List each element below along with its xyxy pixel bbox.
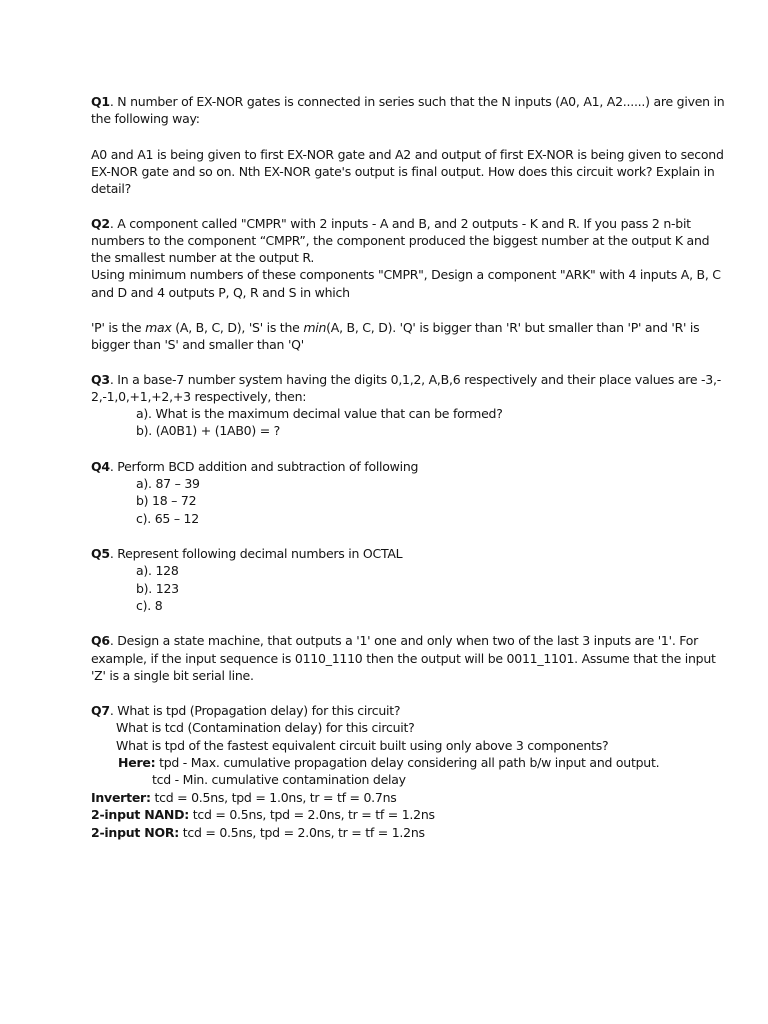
- q1-line1: [91, 93, 724, 110]
- q7-line1-text: . What is tpd (Propagation delay) for this circuit?: [109, 703, 401, 718]
- q7-line3: What is tpd of the fastest equivalent circuit built using only above 3 components?: [116, 738, 609, 753]
- q2-para2-line1: [91, 319, 699, 336]
- q1-line1-text: . N number of EX-NOR gates is connected in series such that the N inputs (A0, A1, A2......) are given in: [109, 94, 725, 109]
- q7-nor-label: 2-input NOR:: [91, 825, 179, 840]
- q3-label: Q3: [91, 372, 110, 387]
- q7-nand-text: tcd = 0.5ns, tpd = 2.0ns, tr = tf = 1.2ns: [188, 807, 435, 822]
- q2-line4: Using minimum numbers of these components "CMPR", Design a component "ARK" with 4 inputs A, B, C: [91, 267, 721, 282]
- q7-tcd-line: tcd - Min. cumulative contamination delay: [152, 772, 406, 787]
- q7-here-label: Here:: [118, 755, 156, 770]
- q5-label: Q5: [91, 546, 110, 561]
- q7-here-line: [118, 754, 659, 771]
- q2-label: Q2: [91, 216, 110, 231]
- q2-p2-c: (A, B, C, D). 'Q' is bigger than 'R' but smaller than 'P' and 'R' is: [326, 320, 700, 335]
- q5-text: . Represent following decimal numbers in OCTAL: [109, 546, 403, 561]
- q7-inverter-label: Inverter:: [91, 790, 151, 805]
- q7-nand-line: [91, 806, 435, 823]
- q3-option-a: a). What is the maximum decimal value that can be formed?: [136, 406, 503, 421]
- q5-option-c: c). 8: [136, 598, 163, 613]
- q3-line2: 2,-1,0,+1,+2,+3 respectively, then:: [91, 389, 307, 404]
- q6-line1-text: . Design a state machine, that outputs a '1' one and only when two of the last 3 inputs are '1'. For: [109, 633, 699, 648]
- q1-para2-line1: A0 and A1 is being given to first EX-NOR gate and A2 and output of first EX-NOR is being given to second: [91, 147, 724, 162]
- q6-line1: [91, 632, 698, 649]
- q1-label: Q1: [91, 94, 110, 109]
- q2-line2: numbers to the component “CMPR”, the component produced the biggest number at the output K and: [91, 233, 710, 248]
- q4-text: . Perform BCD addition and subtraction of following: [109, 459, 419, 474]
- q2-p2-b: (A, B, C, D), 'S' is the: [171, 320, 304, 335]
- q6-label: Q6: [91, 633, 110, 648]
- q7-nor-line: [91, 824, 425, 841]
- q7-line2: What is tcd (Contamination delay) for this circuit?: [116, 720, 415, 735]
- q2-line5: and D and 4 outputs P, Q, R and S in which: [91, 285, 350, 300]
- q4-option-c: c). 65 – 12: [136, 511, 199, 526]
- q7-nand-label: 2-input NAND:: [91, 807, 189, 822]
- q5-option-a: a). 128: [136, 563, 179, 578]
- q4-label: Q4: [91, 459, 110, 474]
- q6-line3: 'Z' is a single bit serial line.: [91, 668, 254, 683]
- q1-para2-line3: detail?: [91, 181, 132, 196]
- q7-label: Q7: [91, 703, 110, 718]
- q5-line1: [91, 545, 402, 562]
- q2-line1-text: . A component called "CMPR" with 2 inputs - A and B, and 2 outputs - K and R. If you pass 2 n-bit: [109, 216, 691, 231]
- q2-p2-a: 'P' is the: [91, 320, 146, 335]
- q7-here-text: tpd - Max. cumulative propagation delay considering all path b/w input and output.: [155, 755, 660, 770]
- q7-inverter-line: [91, 789, 397, 806]
- q2-min-term: min: [303, 320, 327, 335]
- q2-line1: [91, 215, 691, 232]
- q2-max-term: max: [145, 320, 172, 335]
- q7-inverter-text: tcd = 0.5ns, tpd = 1.0ns, tr = tf = 0.7ns: [150, 790, 397, 805]
- q4-line1: [91, 458, 418, 475]
- q3-option-b: b). (A0B1) + (1AB0) = ?: [136, 423, 281, 438]
- q7-line1: [91, 702, 400, 719]
- q1-para2-line2: EX-NOR gate and so on. Nth EX-NOR gate's output is final output. How does this circuit work? Explain in: [91, 164, 715, 179]
- q4-option-b: b) 18 – 72: [136, 493, 197, 508]
- q4-option-a: a). 87 – 39: [136, 476, 200, 491]
- q2-para2-line2: bigger than 'S' and smaller than 'Q': [91, 337, 304, 352]
- q3-line1-text: . In a base-7 number system having the digits 0,1,2, A,B,6 respectively and their place values are -3,-: [109, 372, 721, 387]
- q1-line2: the following way:: [91, 111, 200, 126]
- q7-nor-text: tcd = 0.5ns, tpd = 2.0ns, tr = tf = 1.2ns: [178, 825, 425, 840]
- q3-line1: [91, 371, 721, 388]
- q2-line3: the smallest number at the output R.: [91, 250, 315, 265]
- q6-line2: example, if the input sequence is 0110_1110 then the output will be 0011_1101. Assume that the input: [91, 651, 716, 666]
- q5-option-b: b). 123: [136, 581, 179, 596]
